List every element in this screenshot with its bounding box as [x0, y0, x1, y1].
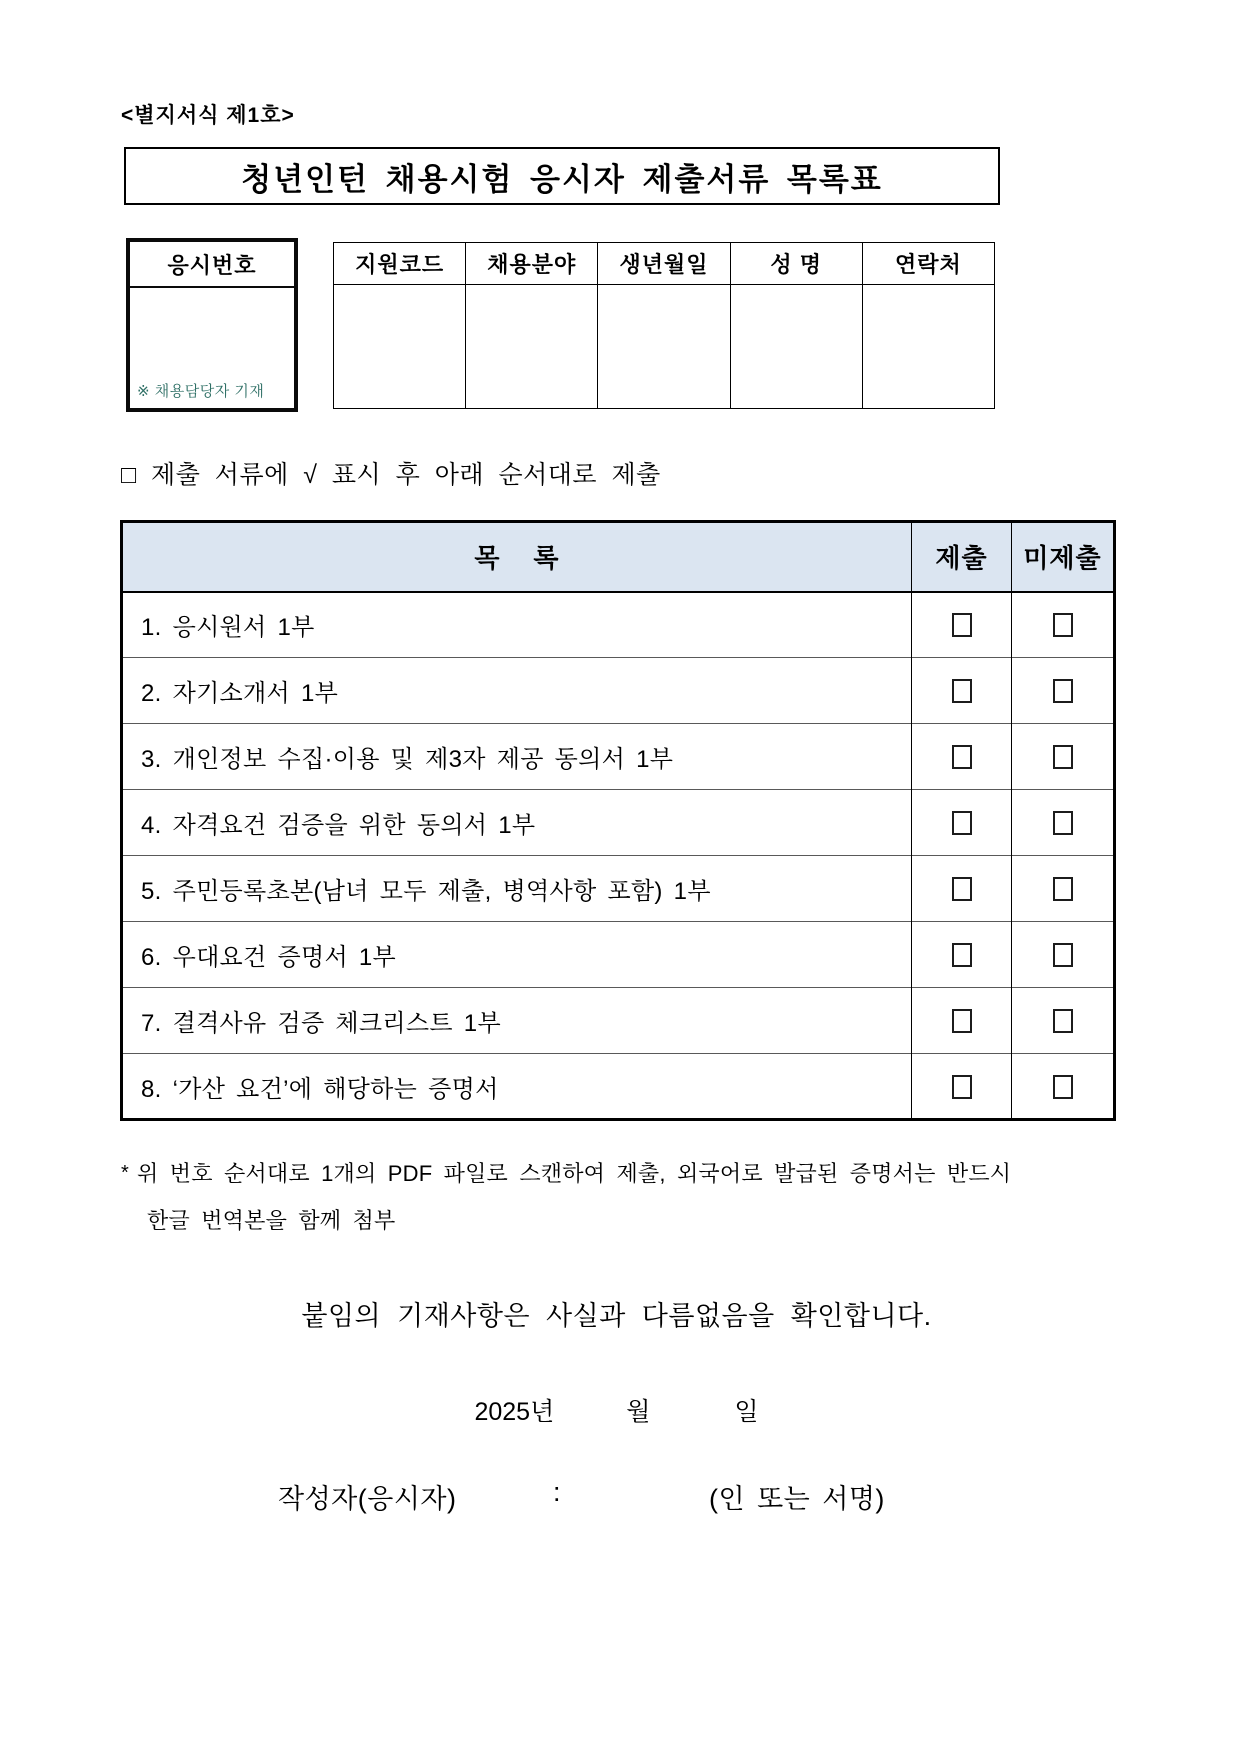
checklist-header-row: [122, 522, 1115, 592]
checklist-row: [122, 922, 1115, 988]
info-column-header: 생년월일: [598, 243, 730, 285]
submitted-checkbox-cell: [912, 1054, 1012, 1120]
submitted-checkbox[interactable]: [952, 1009, 972, 1033]
not-submitted-checkbox-cell: [1012, 1054, 1115, 1120]
date-day: 일: [734, 1398, 759, 1426]
not-submitted-checkbox-cell: [1012, 988, 1115, 1054]
item-label: 5. 주민등록초본(남녀 모두 제출, 병역사항 포함) 1부: [122, 856, 912, 922]
checklist-row: [122, 658, 1115, 724]
not-submitted-checkbox[interactable]: [1053, 811, 1073, 835]
date-line: [120, 1392, 1113, 1428]
submitted-checkbox-cell: [912, 724, 1012, 790]
checklist-row: [122, 592, 1115, 658]
signer-colon: :: [553, 1477, 561, 1507]
item-label: 4. 자격요건 검증을 위한 동의서 1부: [122, 790, 912, 856]
not-submitted-checkbox-cell: [1012, 922, 1115, 988]
signature-line: [120, 1477, 1113, 1519]
not-submitted-checkbox[interactable]: [1053, 613, 1073, 637]
item-label: 7. 결격사유 검증 체크리스트 1부: [122, 988, 912, 1054]
not-submitted-checkbox[interactable]: [1053, 877, 1073, 901]
instruction-line: □ 제출 서류에 √ 표시 후 아래 순서대로 제출: [121, 461, 661, 489]
info-input-cell[interactable]: [598, 285, 730, 409]
applicant-info-table: [333, 242, 995, 409]
submitted-checkbox-cell: [912, 856, 1012, 922]
info-column-header: 지원코드: [334, 243, 466, 285]
info-column-header: 채용분야: [466, 243, 598, 285]
submitted-checkbox-cell: [912, 658, 1012, 724]
exam-number-box: [126, 238, 298, 412]
date-month: 월: [626, 1398, 651, 1426]
not-submitted-checkbox[interactable]: [1053, 1075, 1073, 1099]
not-submitted-checkbox-cell: [1012, 724, 1115, 790]
info-input-cell[interactable]: [862, 285, 994, 409]
submitted-checkbox-cell: [912, 592, 1012, 658]
item-label: 8. ‘가산 요건’에 해당하는 증명서: [122, 1054, 912, 1120]
checklist-row: [122, 1054, 1115, 1120]
info-input-cell[interactable]: [466, 285, 598, 409]
submitted-checkbox-cell: [912, 922, 1012, 988]
submitted-checkbox-cell: [912, 988, 1012, 1054]
page-title: 청년인턴 채용시험 응시자 제출서류 목록표: [241, 161, 883, 197]
checklist-row: [122, 724, 1115, 790]
form-number-label: <별지서식 제1호>: [121, 104, 295, 127]
submitted-checkbox[interactable]: [952, 745, 972, 769]
submitted-checkbox[interactable]: [952, 811, 972, 835]
footnote-line-2: 한글 번역본을 함께 첨부: [147, 1208, 396, 1233]
not-submitted-checkbox[interactable]: [1053, 943, 1073, 967]
checklist-row: [122, 988, 1115, 1054]
info-input-row: [334, 285, 995, 409]
footnote-line-1: [121, 1150, 1121, 1197]
exam-number-label: 응시번호: [130, 242, 294, 288]
title-box: [124, 147, 1000, 205]
not-submitted-checkbox-cell: [1012, 856, 1115, 922]
info-input-cell[interactable]: [334, 285, 466, 409]
submitted-checkbox[interactable]: [952, 943, 972, 967]
submitted-checkbox[interactable]: [952, 1075, 972, 1099]
confirmation-statement: 붙임의 기재사항은 사실과 다름없음을 확인합니다.: [301, 1301, 932, 1331]
submitted-checkbox-cell: [912, 790, 1012, 856]
submitted-checkbox[interactable]: [952, 877, 972, 901]
seal-or-signature-label: (인 또는 서명): [709, 1484, 885, 1514]
not-submitted-checkbox-cell: [1012, 790, 1115, 856]
not-submitted-checkbox-cell: [1012, 592, 1115, 658]
column-header-list: 목 록: [122, 522, 912, 592]
footnote-text-1: 위 번호 순서대로 1개의 PDF 파일로 스캔하여 제출, 외국어로 발급된 증명서는 반드시: [136, 1161, 1012, 1186]
info-header-row: [334, 243, 995, 285]
column-header-submitted: 제출: [912, 522, 1012, 592]
not-submitted-checkbox-cell: [1012, 658, 1115, 724]
item-label: 6. 우대요건 증명서 1부: [122, 922, 912, 988]
info-input-cell[interactable]: [730, 285, 862, 409]
item-label: 1. 응시원서 1부: [122, 592, 912, 658]
submitted-checkbox[interactable]: [952, 613, 972, 637]
item-label: 3. 개인정보 수집·이용 및 제3자 제공 동의서 1부: [122, 724, 912, 790]
checklist-table: [120, 520, 1116, 1121]
item-label: 2. 자기소개서 1부: [122, 658, 912, 724]
column-header-not-submitted: 미제출: [1012, 522, 1115, 592]
not-submitted-checkbox[interactable]: [1053, 679, 1073, 703]
checklist-row: [122, 856, 1115, 922]
asterisk-marker: *: [121, 1162, 129, 1184]
submitted-checkbox[interactable]: [952, 679, 972, 703]
info-column-header: 성 명: [730, 243, 862, 285]
info-column-header: 연락처: [862, 243, 994, 285]
date-year: 2025년: [474, 1398, 555, 1426]
signer-label: 작성자(응시자): [278, 1484, 457, 1514]
footnote: [121, 1150, 1121, 1244]
not-submitted-checkbox[interactable]: [1053, 1009, 1073, 1033]
exam-number-note: ※ 채용담당자 기재: [137, 383, 265, 400]
checklist-row: [122, 790, 1115, 856]
not-submitted-checkbox[interactable]: [1053, 745, 1073, 769]
